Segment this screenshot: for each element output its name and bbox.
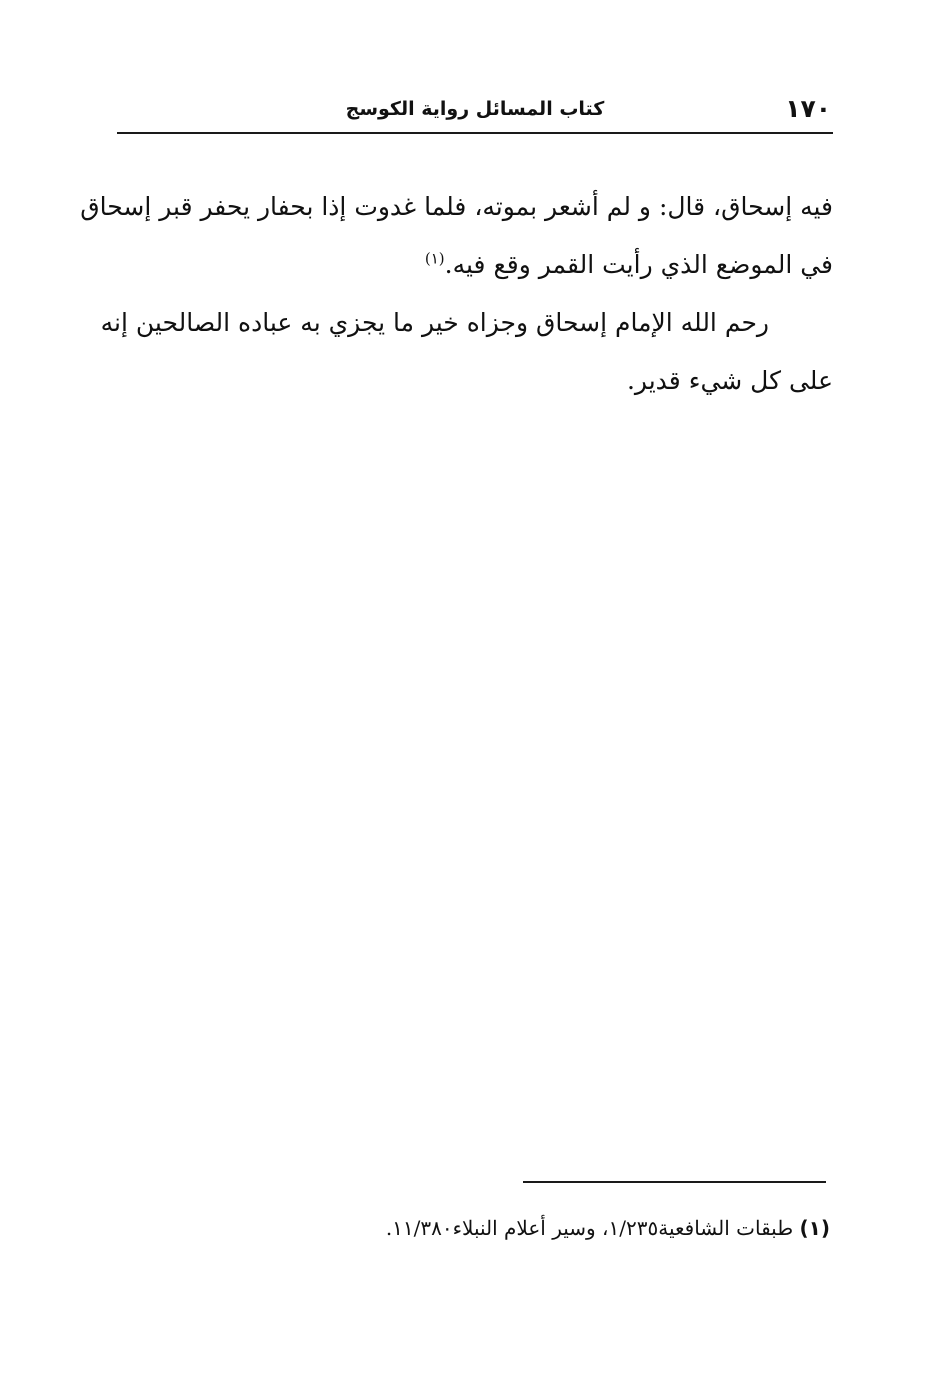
text-line-3: رحم الله الإمام إسحاق وجزاه خير ما يجزي به عباده الصالحين إنه bbox=[100, 308, 769, 337]
running-title: كتاب المسائل رواية الكوسج bbox=[345, 98, 605, 120]
text-line-2 bbox=[117, 236, 833, 294]
main-text bbox=[80, 178, 833, 410]
text-line-2-content: في الموضع الذي رأيت القمر وقع فيه. bbox=[444, 250, 833, 279]
footnote-text: طبقات الشافعية١/٢٣٥، وسير أعلام النبلاء١١/٣٨٠. bbox=[385, 1216, 800, 1240]
page-number: ١٧٠ bbox=[785, 94, 831, 123]
footnote-number: (١) bbox=[799, 1216, 830, 1240]
text-line-1: فيه إسحاق، قال: و لم أشعر بموته، فلما غدوت إذا بحفار يحفر قبر إسحاق bbox=[80, 192, 833, 221]
page-header bbox=[117, 92, 833, 134]
text-line-4: على كل شيء قدير. bbox=[626, 366, 833, 395]
footnote-reference[interactable]: (١) bbox=[424, 249, 445, 268]
footnote bbox=[117, 1216, 830, 1240]
footnote-separator bbox=[523, 1181, 826, 1183]
